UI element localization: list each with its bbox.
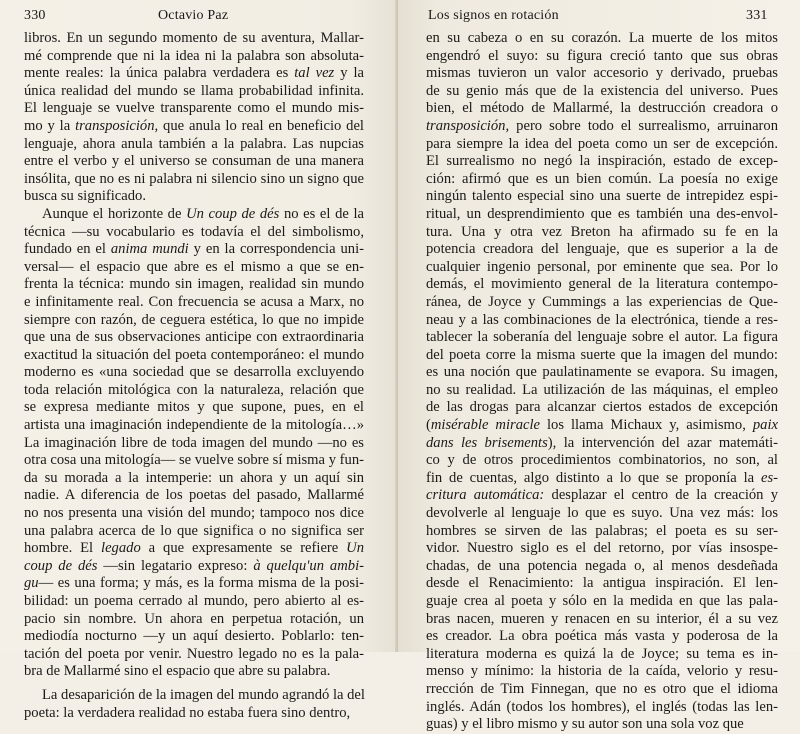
paragraph — [24, 30, 364, 206]
text-line: ránea, de Joyce y Cummings a las experiencias de Que- — [426, 293, 778, 310]
text-line: exactitud la situación del poeta contemporáneo: el mundo — [24, 346, 364, 363]
text-line: tablecer la soberanía del lenguaje sobre el autor. La figura — [426, 329, 778, 346]
text-line: frenta la técnica: mundo sin imagen, realidad sin mundo — [24, 276, 364, 293]
text-line: critura automática: desplazar el centro de la creación y — [426, 487, 778, 504]
text-line: bien, el método de Mallarmé, la destrucción creadora o — [426, 100, 778, 117]
text-line: única realidad del mundo se llama probabilidad infinita. — [24, 82, 364, 99]
text-line: coup de dés —sin legatario expreso: à quelqu'un ambi- — [24, 557, 364, 574]
page-number: 331 — [746, 8, 768, 23]
text-line: guas) y el libro mismo y su autor son una sola voz que — [426, 716, 744, 733]
text-line: mente reales: la única palabra verdadera es tal vez y la — [24, 65, 364, 82]
text-line: fundado en el anima mundi y en la correspondencia uni- — [24, 241, 364, 258]
text-line: toda relación mitológica con la naturaleza, relación que — [24, 381, 364, 398]
running-head-title: Los signos en rotación — [428, 8, 559, 23]
left-page — [0, 0, 398, 721]
text-line: nadie. A diferencia de los poetas del pasado, Mallarmé — [24, 487, 364, 504]
text-line: La imaginación libre de toda imagen del mundo —no es — [24, 434, 364, 451]
text-line: ningún talento especial sino una suerte de intrepidez espi- — [426, 188, 778, 205]
text-line: es creador. La obra poética más vasta y poderosa de la — [426, 628, 778, 645]
text-line: vidor. Nuestro siglo es el del retorno, por vías insospe- — [426, 540, 778, 557]
text-line: del poeta corre la misma suerte que la imagen del mundo: — [426, 346, 778, 363]
text-line: bilidad: un poema cerrado al mundo, pero abierto al es- — [24, 593, 364, 609]
text-line: entre el verbo y el universo se consuman de una manera — [24, 153, 364, 170]
text-line: no su realidad. La utilización de las máquinas, el empleo — [426, 381, 778, 398]
text-line: neau y a las combinaciones de la electrónica, tiende a res- — [426, 311, 778, 328]
text-line: en su cabeza o en su corazón. La muerte de los mitos — [426, 30, 778, 46]
text-line: menso y mínimo: la historia de la caída, velorio y resu- — [426, 663, 778, 680]
text-line: pacio sin nombre. Un ahora en perpetua rotación, un — [24, 610, 364, 627]
text-line: versal— el espacio que abre es el mismo a que se en- — [24, 258, 364, 275]
text-line: para siempre la idea del poeta como un ser de excepción. — [426, 135, 778, 152]
text-line: poeta: la verdadera realidad no estaba fuera sino dentro, — [24, 704, 351, 721]
text-line: mismas tuvieron un valor accesorio y derivado, pruebas — [426, 65, 778, 82]
text-line: cualquier ingenio personal, por eminente que sea. Por lo — [426, 258, 778, 275]
paragraph — [24, 206, 364, 681]
text-line: artista una imaginación independiente de la mitología…» — [24, 417, 364, 434]
text-line: bras nacen, mueren y renacen en su interior, él a su vez — [426, 610, 778, 627]
text-line: engendró el suyo: su figura creció tanto que sus obras — [426, 47, 778, 64]
text-line: gu— es una forma; y más, es la forma misma de la posi- — [24, 575, 364, 592]
text-line: siempre con razón, de ceguera estética, lo que no impide — [24, 311, 364, 328]
text-line: mediodía nocturno —y un aquí desierto. Poblarlo: ten- — [24, 628, 364, 645]
right-page — [398, 0, 800, 733]
text-line: hombres se sirven de las palabras; el poeta es su ser- — [426, 522, 778, 539]
text-line: es una noción que paulatinamente se evapora. Su imagen, — [426, 364, 778, 381]
text-line: demás, el movimiento general de la literatura contempo- — [426, 276, 778, 293]
text-line: se expresa mediante mitos y que supone, pues, en el — [24, 399, 364, 416]
text-line: libros. En un segundo momento de su aventura, Mallar- — [24, 30, 364, 46]
text-line: literatura moderna es quizá la de Joyce; su tema es in- — [426, 645, 778, 662]
text-line: lenguaje, ahora anula también a la palabra. Las nupcias — [24, 135, 364, 152]
text-line: moderno es «una sociedad que se desarrolla excluyendo — [24, 364, 364, 381]
text-line: insólita, que no es ni palabra ni silencio sino un signo que — [24, 170, 364, 187]
page-number: 330 — [24, 8, 46, 23]
text-line: rrección de Tim Finnegan, que no es otro que el idioma — [426, 680, 778, 697]
text-line: que una de sus observaciones anticipe con extraordinaria — [24, 329, 364, 346]
text-line: tación del poeta por venir. Nuestro legado no es la pala- — [24, 645, 364, 662]
text-line: guaje crea al poeta y sólo en la medida en que las pala- — [426, 593, 778, 609]
text-line: no nos presenta una visión del mundo; tampoco nos dice — [24, 505, 364, 522]
paragraph — [426, 30, 778, 734]
text-line: mé comprende que ni la idea ni la palabra son absoluta- — [24, 47, 364, 64]
text-line: de su genio más que de la existencia del universo. Pues — [426, 82, 778, 99]
text-line: de las drogas para alcanzar ciertos estados de excepción — [426, 399, 778, 416]
text-line: dans les brisements), la intervención del azar matemáti- — [426, 434, 778, 451]
text-line: desde el Renacimiento: la antigua inspiración. El len- — [426, 575, 778, 592]
text-line: da su morada a la intemperie: un ahora y un aquí sin — [24, 469, 364, 486]
text-line: mo y la transposición, que anula lo real en beneficio del — [24, 117, 364, 134]
text-line: e infinitamente real. Con frecuencia se acusa a Marx, no — [24, 293, 364, 310]
text-line: La desaparición de la imagen del mundo agrandó la del — [42, 686, 365, 703]
text-line: una palabra acerca de lo que significa o no significa ser — [24, 522, 364, 539]
text-line: bra de Mallarmé sino el espacio que abre su palabra. — [24, 663, 331, 680]
text-line: transposición, pero sobre todo el surrealismo, arruinaron — [426, 117, 778, 134]
text-line: Aunque el horizonte de Un coup de dés no es el de la — [42, 205, 364, 222]
paragraph — [24, 687, 364, 722]
text-line: otra cosa una mitología— se vuelve sobre sí misma y fun- — [24, 452, 364, 469]
left-body-text — [24, 30, 364, 722]
text-line: potencia creadora del lenguaje, que es superior a la de — [426, 241, 778, 258]
text-line: fin de cuentas, algo distinto a lo que se proponía la es- — [426, 469, 778, 486]
text-line: inglés. Adán (todos los hombres), el inglés (todas las len- — [426, 698, 778, 715]
text-line: El surrealismo no negó la inspiración, estado de excep- — [426, 153, 778, 170]
running-head-author: Octavio Paz — [158, 8, 229, 23]
text-line: chadas, de una potencia negada o, al menos desdeñada — [426, 557, 778, 574]
text-line: devolverle al lenguaje lo que es suyo. Una vez más: los — [426, 505, 778, 522]
text-line: ritual, un desprendimiento que es también una des-envol- — [426, 205, 778, 222]
text-line: tura. Una y otra vez Breton ha afirmado su fe en la — [426, 223, 778, 240]
text-line: busca su significado. — [24, 188, 146, 205]
text-line: (misérable miracle los llama Michaux y, asimismo, paix — [426, 417, 778, 434]
right-body-text — [426, 30, 778, 734]
text-line: co y de otros procedimientos combinatorios, no son, al — [426, 452, 778, 469]
text-line: El lenguaje se vuelve transparente como el mundo mis- — [24, 100, 364, 117]
text-line: técnica —su vocabulario es todavía el del simbolismo, — [24, 223, 364, 240]
text-line: hombre. El legado a que expresamente se refiere Un — [24, 540, 365, 557]
text-line: ción: afirmó que es un bien común. La poesía no exige — [426, 170, 778, 187]
